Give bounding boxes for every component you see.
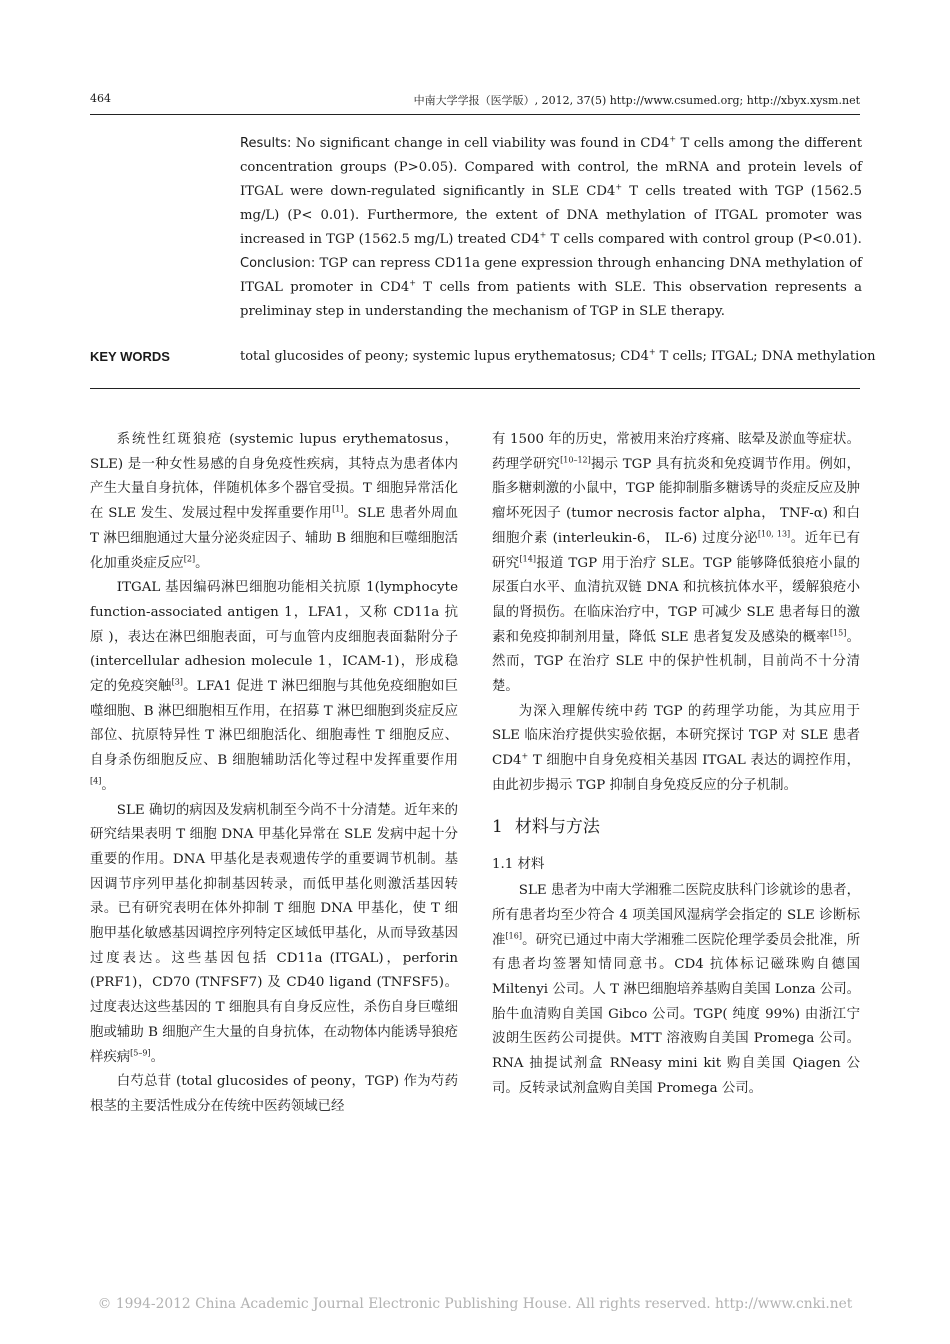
results-text: T cells treated with TGP (1562.5 mg/L) (P< 0.01). Furthermore, the extent of DNA methylation of ITGAL promoter was increased in TGP (1562.5 mg/L) treated CD4 <box>240 184 862 247</box>
text-run: SLE 确切的病因及发病机制至今尚不十分清楚。近年来的研究结果表明 T 细胞 DNA 甲基化异常在 SLE 发病中起十分重要的作用。DNA 甲基化是表观遗传学的重要调节机制。基因调节序列甲基化抑制基因转录，而低甲基化则激活基因转录。已有研究表明在体外抑制 T 细胞 DNA 甲基化，使 T 细胞甲基化敏感基因调控序列特定区域低甲基化，从而导致基因过度表达。这些基因包括 CD11a (ITGAL)，perforin (PRF1)，CD70 (TNFSF7) 及 CD40 ligand (TNFSF5)。过度表达这些基因的 T 细胞具有自身反应性，杀伤自身巨噬细胞或辅助 B 细胞产生大量的自身抗体，在动物体内能诱导狼疮样疾病 <box>90 802 458 1065</box>
citation: [14] <box>519 554 536 564</box>
keywords-rule <box>90 388 860 389</box>
text-run: 。 <box>101 777 115 793</box>
text-run: ITGAL 基因编码淋巴细胞功能相关抗原 1(lymphocyte function-associated antigen 1，LFA1，又称 CD11a 抗原 )，表达在淋巴细胞表面，可与血管内皮细胞表面黏附分子 (intercellular adhesion molecule 1，ICAM-1)，形成稳定的免疫突触 <box>90 580 458 695</box>
section-title: 材料与方法 <box>514 816 600 837</box>
paragraph: 白芍总苷 (total glucosides of peony，TGP) 作为芍药根茎的主要活性成分在传统中医药领域已经 <box>90 1074 458 1114</box>
citation: [16] <box>505 931 522 941</box>
text-run: T 细胞中自身免疫相关基因 ITGAL 表达的调控作用，由此初步揭示 TGP 抑制自身免疫反应的分子机制。 <box>492 753 860 793</box>
citation: [15] <box>829 628 847 638</box>
text-run: 。研究已通过中南大学湘雅二医院伦理学委员会批准，所有患者均签署知情同意书。CD4 抗体标记磁珠购自德国 Miltenyi 公司。人 T 淋巴细胞培养基购自美国 Lonza 公司。胎牛血清购自美国 Gibco 公司。TGP( 纯度 99%) 由浙江宁波朗生医药公司提供。MTT 溶液购自美国 Promega 公司。RNA 抽提试剂盒 RNeasy mini kit 购自美国 Qiagen 公司。反转录试剂盒购自美国 Promega 公司。 <box>492 932 861 1096</box>
citation: [10–12] <box>560 455 591 465</box>
results-label: Results: <box>240 136 292 151</box>
keywords-text <box>240 345 875 369</box>
superscript-plus: + <box>539 230 547 240</box>
keywords-part: total glucosides of peony; systemic lupus erythematosus; CD4 <box>240 349 649 364</box>
text-run: 报道 TGP 用于治疗 SLE。TGP 能够降低狼疮小鼠的尿蛋白水平、血清抗双链 DNA 和抗核抗体水平，缓解狼疮小鼠的肾损伤。在临床治疗中，TGP 可减少 SLE 患者每日的激素和免疫抑制剂用量，降低 SLE 患者复发及感染的概率 <box>492 555 860 645</box>
citation: [2] <box>183 554 196 564</box>
text-run: 系统性红斑狼疮 (systemic lupus erythematosus，SLE) 是一种女性易感的自身免疫性疾病，其特点为患者体内产生大量自身抗体，伴随机体多个器官受损。T 细胞异常活化在 SLE 发生、发展过程中发挥重要作用 <box>90 432 458 522</box>
text-run: 。SLE 患者外周血 T 淋巴细胞通过大量分泌炎症因子、辅助 B 细胞和巨噬细胞活化加重炎症反应 <box>90 506 458 571</box>
paragraph <box>90 428 458 576</box>
citation: [1] <box>332 504 344 514</box>
keywords-part: T cells; ITGAL; DNA methylation <box>655 349 876 364</box>
results-text: T cells among the different concentration groups (P>0.05). Compared with control, the mRNA and protein levels of ITGAL were down-regulated significantly in SLE CD4 <box>240 136 862 199</box>
keywords-row <box>90 345 876 369</box>
conclusion-label: Conclusion: <box>240 256 316 271</box>
paragraph <box>90 576 458 798</box>
conclusion-text: T cells from patients with SLE. This observation represents a preliminay step in understanding the mechanism of TGP in SLE therapy. <box>240 280 862 319</box>
superscript-plus: + <box>521 751 529 761</box>
journal-citation: 中南大学学报（医学版）, 2012, 37(5) http://www.csumed.org; http://xbyx.xysm.net <box>413 94 860 107</box>
citation: [10, 13] <box>757 529 791 539</box>
keywords-label: KEY WORDS <box>90 349 170 364</box>
paragraph <box>492 879 860 1101</box>
text-run: 。近年已有研究 <box>492 530 861 571</box>
text-run: 。LFA1 促进 T 淋巴细胞与其他免疫细胞如巨噬细胞、B 淋巴细胞相互作用，在招募 T 淋巴细胞到炎症反应部位、抗原特异性 T 淋巴细胞活化、细胞毒性 T 细胞反应、自身杀伤细胞反应、B 细胞辅助活化等过程中发挥重要作用 <box>90 679 458 769</box>
text-run: SLE 患者为中南大学湘雅二医院皮肤科门诊就诊的患者，所有患者均至少符合 4 项美国风湿病学会指定的 SLE 诊断标准 <box>492 883 860 948</box>
conclusion-text: TGP can repress CD11a gene expression through enhancing DNA methylation of ITGAL promoter in CD4 <box>240 256 862 295</box>
citation: [3] <box>171 677 183 687</box>
text-run: 为深入理解传统中药 TGP 的药理学功能，为其应用于 SLE 临床治疗提供实验依据，本研究探讨 TGP 对 SLE 患者 CD4 <box>492 703 860 769</box>
citation: [5–9] <box>130 1048 151 1058</box>
right-column <box>492 428 860 1102</box>
copyright-footer: © 1994-2012 China Academic Journal Electronic Publishing House. All rights reserved. http://www.cnki.net <box>97 1296 853 1312</box>
section-number: 1 <box>492 816 503 837</box>
subsection-heading: 1.1 材料 <box>492 856 545 872</box>
abstract-results <box>240 132 862 252</box>
running-header <box>90 90 860 110</box>
superscript-plus: + <box>409 278 416 288</box>
paragraph-continued <box>492 428 860 700</box>
abstract-block <box>240 132 862 324</box>
page-number: 464 <box>90 92 111 105</box>
header-rule <box>90 114 860 115</box>
citation: [4] <box>90 776 102 786</box>
results-text: T cells compared with control group (P<0.01). <box>546 232 862 247</box>
results-text: No significant change in cell viability was found in CD4 <box>291 136 670 151</box>
section-heading <box>492 815 860 839</box>
superscript-plus: + <box>669 134 677 144</box>
text-run: 。然而，TGP 在治疗 SLE 中的保护性机制，目前尚不十分清楚。 <box>492 629 860 695</box>
paragraph <box>492 700 860 799</box>
text-run: 揭示 TGP 具有抗炎和免疫调节作用。例如，脂多糖刺激的小鼠中，TGP 能抑制脂多糖诱导的炎症反应及肿瘤坏死因子 (tumor necrosis factor alpha， TNF-α) 和白细胞介素 (interleukin-6， IL-6) 过度分泌 <box>492 456 861 546</box>
left-column <box>90 428 458 1120</box>
abstract-conclusion <box>240 252 862 324</box>
text-run: 。 <box>150 1049 164 1065</box>
text-run: 。 <box>195 555 209 571</box>
superscript-plus: + <box>648 347 656 357</box>
superscript-plus: + <box>615 182 623 192</box>
text-run: 有 1500 年的历史，常被用来治疗疼痛、眩晕及淤血等症状。药理学研究 <box>492 432 860 472</box>
paragraph <box>90 799 458 1071</box>
